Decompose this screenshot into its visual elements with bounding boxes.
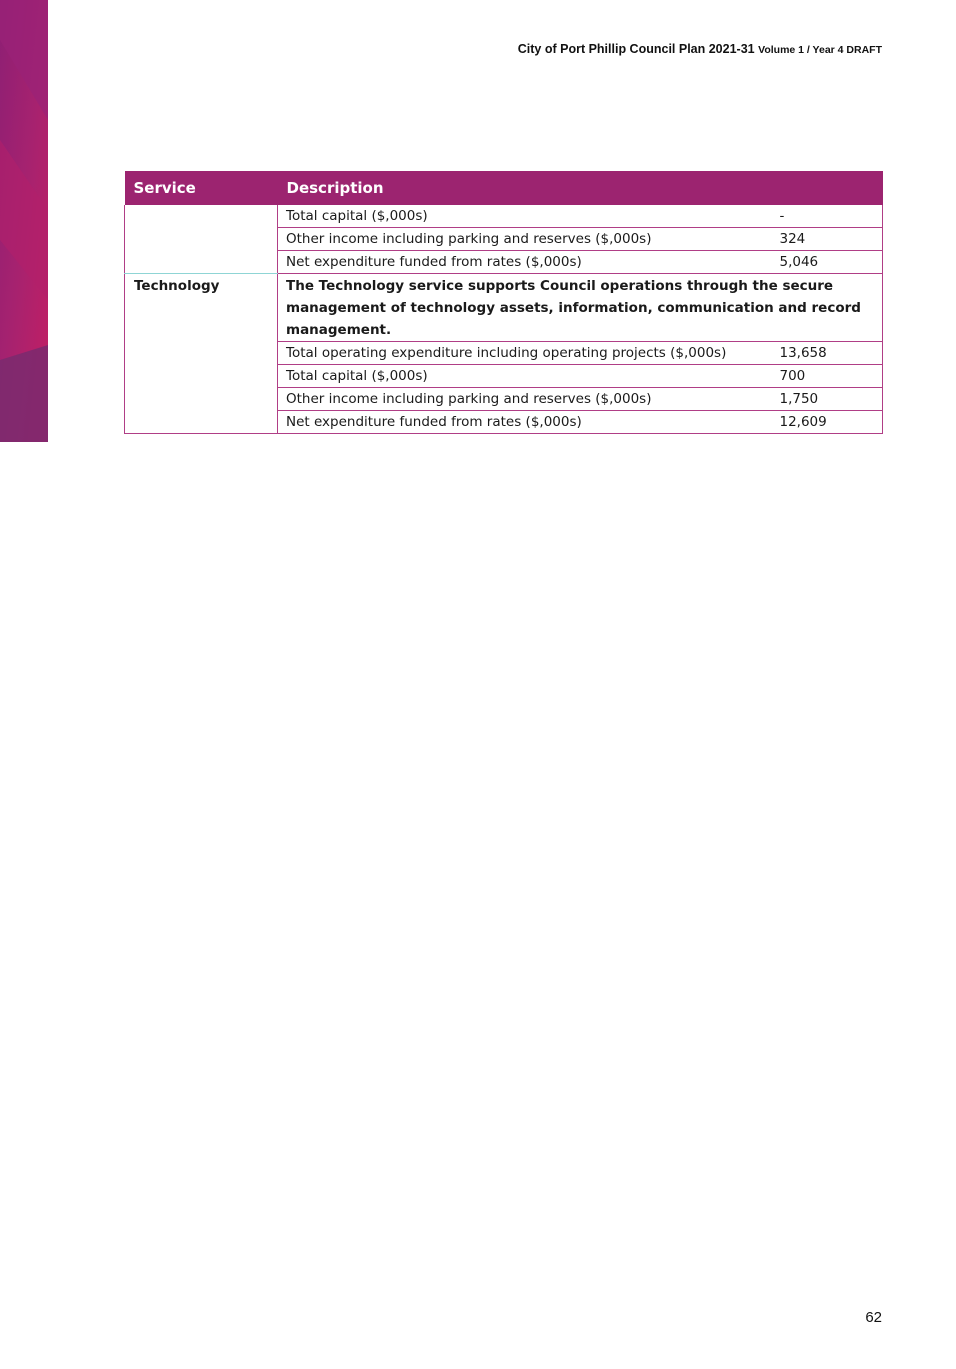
service-name-technology: Technology xyxy=(125,274,278,434)
document-subtitle: Volume 1 / Year 4 DRAFT xyxy=(758,44,882,56)
document-header xyxy=(518,42,882,56)
table-row xyxy=(125,205,883,228)
row-value: 12,609 xyxy=(774,411,883,434)
page-number: 62 xyxy=(865,1309,882,1326)
row-label: Net expenditure funded from rates ($,000s) xyxy=(278,251,774,274)
column-header-service: Service xyxy=(125,171,278,205)
table-header-row xyxy=(125,171,883,205)
service-table xyxy=(124,171,882,434)
column-header-description: Description xyxy=(278,171,883,205)
row-value: 324 xyxy=(774,228,883,251)
row-value: 13,658 xyxy=(774,342,883,365)
document-title: City of Port Phillip Council Plan 2021-31 xyxy=(517,42,755,56)
row-label: Net expenditure funded from rates ($,000s) xyxy=(278,411,774,434)
row-value: 700 xyxy=(774,365,883,388)
decorative-side-band xyxy=(0,0,48,442)
row-label: Total operating expenditure including operating projects ($,000s) xyxy=(278,342,774,365)
row-value: 5,046 xyxy=(774,251,883,274)
service-description: The Technology service supports Council operations through the secure management of technology assets, information, communication and record management. xyxy=(278,274,883,342)
table-row xyxy=(125,274,883,342)
row-label: Total capital ($,000s) xyxy=(278,205,774,228)
row-label: Other income including parking and reserves ($,000s) xyxy=(278,228,774,251)
row-value: 1,750 xyxy=(774,388,883,411)
row-label: Other income including parking and reserves ($,000s) xyxy=(278,388,774,411)
service-cell-empty xyxy=(125,205,278,274)
row-label: Total capital ($,000s) xyxy=(278,365,774,388)
row-value: - xyxy=(774,205,883,228)
